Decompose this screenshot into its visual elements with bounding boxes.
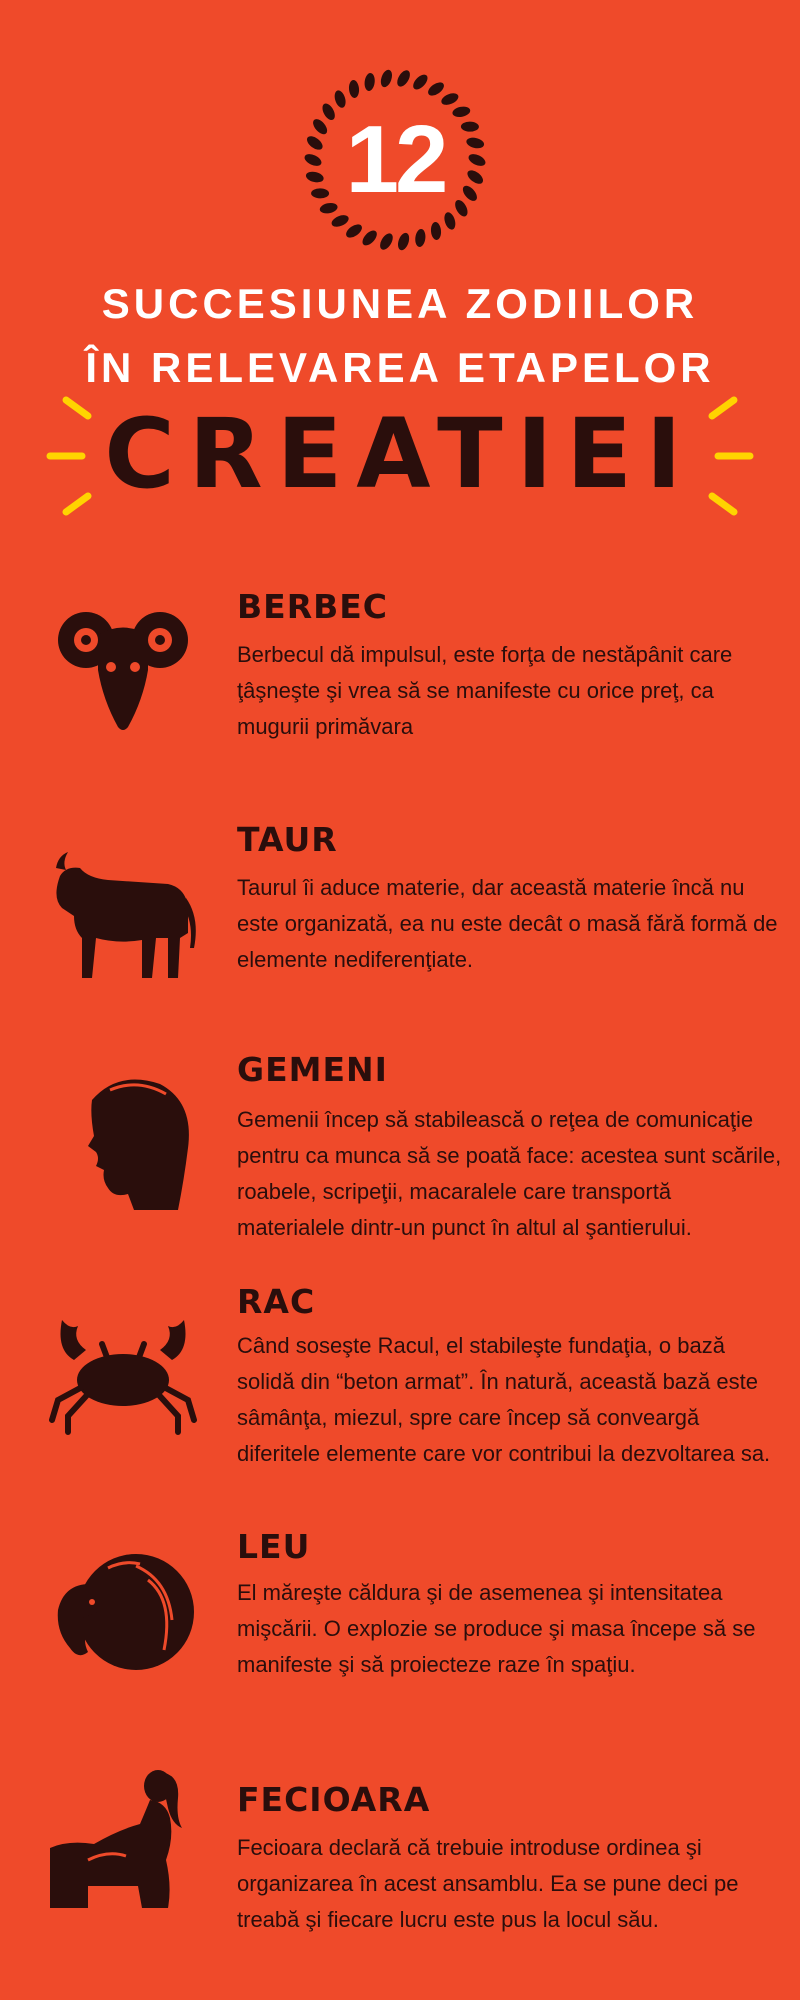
lion-head-icon (48, 1540, 198, 1690)
twins-heads-icon (48, 1070, 198, 1220)
sign-name: GEMENI (237, 1050, 388, 1089)
sign-name: TAUR (237, 820, 338, 859)
sign-description: Berbecul dă impulsul, este forţa de nestăpânit care ţâşneşte şi vrea să se manifeste cu orice preţ, ca mugurii primăvara (237, 642, 733, 739)
crab-icon (48, 1290, 198, 1440)
ram-head-icon (48, 595, 198, 745)
sign-name: FECIOARA (237, 1780, 431, 1819)
maiden-icon (48, 1768, 198, 1918)
sign-description: Gemenii încep să stabilească o reţea de comunicaţie pentru ca munca să se poată face: acestea sunt scările, roabele, scripeţii, macaralele care transportă materialele dintr-un punct în altul al şantierului. (237, 1107, 782, 1240)
sign-name: BERBEC (237, 587, 389, 626)
badge-number: 12 (345, 106, 445, 213)
sign-name: LEU (237, 1527, 311, 1566)
sign-name: RAC (237, 1282, 316, 1321)
sign-description: Taurul îi aduce materie, dar această materie încă nu este organizată, ea nu este decât o masă fără formă de elemente nediferenţiate. (237, 875, 778, 972)
sign-description: Când soseşte Racul, el stabileşte fundaţia, o bază solidă din “beton armat”. În natură, această bază este sâmânţa, miezul, spre care încep să conveargă diferitele elemente care vor contribui la dezvoltarea sa. (237, 1333, 771, 1466)
bull-icon (48, 838, 198, 988)
headline: CREATIEI (104, 398, 696, 510)
sign-description: Fecioara declară că trebuie introduse ordinea şi organizarea în acest ansamblu. Ea se pune deci pe treabă şi fiecare lucru este pus la locul său. (237, 1835, 739, 1932)
title-line-1: SUCCESIUNEA ZODIILOR (101, 280, 699, 327)
sign-description: El măreşte căldura şi de asemenea şi intensitatea mişcării. O explozie se produce şi masa începe să se manifeste şi să proiecteze raze în spaţiu. (237, 1580, 756, 1677)
title-line-2: ÎN RELEVAREA ETAPELOR (85, 344, 715, 391)
